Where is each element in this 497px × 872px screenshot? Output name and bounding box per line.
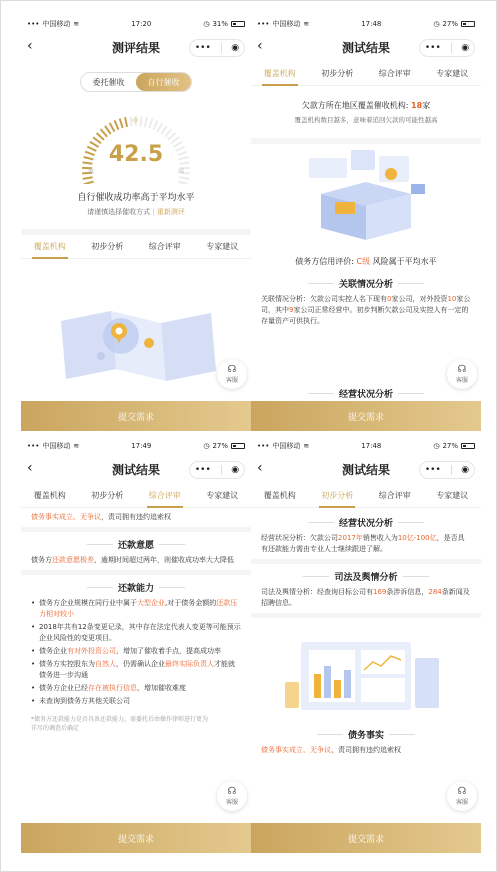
battery-percent: 27% <box>212 442 228 450</box>
b3-post: ，增加了催收着手点，提高成功率 <box>116 647 221 655</box>
status-bar <box>21 438 251 454</box>
b1-highlight: 大型企业 <box>137 599 165 607</box>
nav-bar <box>251 32 481 62</box>
signal-icon: ••• <box>257 442 270 450</box>
battery-icon <box>231 443 245 449</box>
section-divider <box>251 613 481 618</box>
status-bar <box>251 16 481 32</box>
gauge-tick <box>84 182 94 184</box>
signal-icon: ••• <box>27 442 40 450</box>
wifi-icon: ≋ <box>303 442 310 450</box>
tab-coverage[interactable]: 覆盖机构 <box>33 491 66 500</box>
battery-percent: 31% <box>212 20 228 28</box>
law-news-count: 284 <box>428 588 442 596</box>
re-evaluate-link[interactable]: 重新测评 <box>156 208 185 216</box>
headset-icon: ☊ <box>457 785 467 797</box>
mini-program-capsule[interactable] <box>419 461 475 479</box>
headset-icon: ☊ <box>457 363 467 375</box>
more-icon[interactable]: ••• <box>424 465 441 475</box>
customer-service-label: 客服 <box>225 798 238 806</box>
back-icon[interactable]: ‹ <box>257 38 263 54</box>
close-circle-icon[interactable]: ◉ <box>461 465 470 475</box>
ability-item <box>21 646 251 657</box>
coverage-unit: 家 <box>422 101 431 110</box>
business-paragraph <box>251 533 481 555</box>
more-icon[interactable]: ••• <box>194 465 211 475</box>
hint-line <box>21 207 251 217</box>
rel-text-4: 家公司正常经营中。初步判断欠款公司及实控人有一定的存量资产可供执行。 <box>261 306 469 325</box>
rel-num-2: 10 <box>447 295 457 303</box>
status-bar <box>251 438 481 454</box>
biz-pre: 经营状况分析：欠款公司 <box>261 534 338 542</box>
ability-section-title <box>21 581 251 594</box>
section-divider <box>21 527 251 532</box>
rel-num-3: 9 <box>289 306 294 314</box>
debt-fact-text: ，责司拥有违约追索权 <box>101 513 171 521</box>
phone-screen-coverage <box>251 16 481 431</box>
b4-post: 才能就债务进一步沟通 <box>39 660 235 679</box>
relation-section-title <box>251 277 481 290</box>
page-title: 测试结果 <box>111 462 160 477</box>
business-section-title <box>251 387 481 400</box>
customer-service-button[interactable] <box>447 781 477 811</box>
judicial-title-text: 司法及舆情分析 <box>334 573 398 583</box>
customer-service-button[interactable] <box>217 781 247 811</box>
gauge-tick <box>97 133 104 140</box>
battery-icon <box>231 21 245 27</box>
willingness-paragraph <box>21 555 251 566</box>
tab-review[interactable]: 综合评审 <box>148 242 181 251</box>
signal-icon: ••• <box>27 20 40 28</box>
relation-paragraph <box>251 294 481 327</box>
rel-text-1: 关联情况分析：欠款公司实控人名下现有 <box>261 295 387 303</box>
b4-pre: 债务方实控股东为 <box>39 660 95 668</box>
map-illustration <box>41 301 231 387</box>
status-time: 17:48 <box>361 20 382 28</box>
rating-desc: 风险属于平均水平 <box>370 257 437 266</box>
gauge-tick <box>145 117 147 127</box>
status-time: 17:49 <box>131 442 152 450</box>
score-value: 42.5 <box>108 142 164 167</box>
tab-coverage[interactable]: 覆盖机构 <box>263 69 296 78</box>
mini-program-capsule[interactable] <box>189 39 245 57</box>
tab-preliminary[interactable]: 初步分析 <box>321 69 354 78</box>
gauge-tick <box>120 119 123 129</box>
collection-mode-toggle[interactable] <box>80 72 192 92</box>
gauge-high-label: 高 <box>178 168 185 175</box>
page-title: 测评结果 <box>111 40 160 55</box>
close-circle-icon[interactable]: ◉ <box>231 43 240 53</box>
status-bar <box>21 16 251 32</box>
biz-revenue: 10亿-100亿 <box>397 534 437 542</box>
will-highlight: 还款意愿极差 <box>52 556 94 564</box>
tab-review[interactable]: 综合评审 <box>148 491 181 500</box>
b5-highlight: 存在被执行信息 <box>88 684 137 692</box>
judicial-paragraph <box>251 587 481 609</box>
tab-preliminary[interactable]: 初步分析 <box>91 491 124 500</box>
battery-icon <box>461 21 475 27</box>
gauge-tick <box>168 133 175 140</box>
wifi-icon: ≋ <box>303 20 310 28</box>
battery-icon <box>461 443 475 449</box>
gauge-mid-label: 中 <box>132 118 139 125</box>
b4-highlight: 自然人 <box>95 660 116 668</box>
nav-bar <box>21 454 251 484</box>
gauge-tick <box>140 116 141 126</box>
ability-note: *债务方还款能力是否具备还款能力，需委托后由操作律师进行更为详尽的调查后确定 <box>31 716 209 732</box>
b4-mid: ，仍需确认企业 <box>116 660 165 668</box>
ability-item <box>21 659 251 681</box>
box-illustration <box>251 144 481 250</box>
back-icon[interactable]: ‹ <box>27 460 33 476</box>
customer-service-button[interactable] <box>447 359 477 389</box>
ability-item <box>21 598 251 620</box>
tab-expert[interactable]: 专家建议 <box>206 242 239 251</box>
tab-preliminary[interactable]: 初步分析 <box>91 242 124 251</box>
law-pre: 司法及舆情分析：经查询目标公司有 <box>261 588 373 596</box>
wifi-icon: ≋ <box>73 442 80 450</box>
gauge-tick <box>105 126 111 134</box>
customer-service-label: 客服 <box>455 376 468 384</box>
b4-highlight-2: 最终实际负责人 <box>165 660 214 668</box>
gauge-tick <box>161 126 167 134</box>
section-divider <box>251 559 481 564</box>
submit-button[interactable]: 提交需求 <box>21 823 251 853</box>
status-time: 17:48 <box>361 442 382 450</box>
b5-pre: 债务方企业已经 <box>39 684 88 692</box>
debt-fact-section-title <box>251 728 481 741</box>
law-mid: 条涉诉信息， <box>386 588 429 596</box>
gauge-tick <box>110 123 115 132</box>
tab-coverage[interactable]: 覆盖机构 <box>263 491 296 500</box>
gauge-tick <box>83 177 93 179</box>
will-pre: 债务方 <box>31 556 52 564</box>
page-title: 测试结果 <box>341 462 390 477</box>
judicial-section-title <box>251 570 481 583</box>
rel-text-2: 家公司，对外投资 <box>391 295 448 303</box>
coverage-subtext: 覆盖机构数目越多，意味着追回欠款的可能性越高 <box>294 116 438 124</box>
tab-expert[interactable]: 专家建议 <box>436 491 469 500</box>
submit-button[interactable]: 提交需求 <box>251 401 481 431</box>
battery-percent: 27% <box>442 20 458 28</box>
b1-highlight-2: 还款压力相对较小 <box>39 599 238 618</box>
carrier-label: 中国移动 <box>272 20 301 28</box>
b5-post: ，增加催收难度 <box>137 684 186 692</box>
hint-separator: | <box>150 208 157 216</box>
b1-pre: 债务方企业规模在同行业中属于 <box>39 599 137 607</box>
tab-preliminary[interactable]: 初步分析 <box>321 491 354 500</box>
result-tabs <box>251 484 481 508</box>
battery-percent: 27% <box>442 442 458 450</box>
tab-expert[interactable]: 专家建议 <box>206 491 239 500</box>
b3-pre: 债务企业 <box>39 647 67 655</box>
headset-icon: ☊ <box>227 785 237 797</box>
back-icon[interactable]: ‹ <box>27 38 33 54</box>
customer-service-label: 客服 <box>455 798 468 806</box>
phone-screen-preliminary <box>251 438 481 853</box>
hint-text: 请谨慎选择催收方式 <box>87 208 151 216</box>
willingness-title-text: 还款意愿 <box>117 541 154 551</box>
gauge <box>21 92 251 184</box>
b6-text: 未查询到债务方其他关联公司 <box>39 697 130 705</box>
tab-expert[interactable]: 专家建议 <box>436 69 469 78</box>
rating-level: C级 <box>356 257 371 266</box>
mini-program-capsule[interactable] <box>189 461 245 479</box>
coverage-text: 欠款方所在地区覆盖催收机构: <box>301 101 412 110</box>
coverage-line <box>251 100 481 111</box>
business-title-text: 经营状况分析 <box>338 390 393 400</box>
more-icon[interactable]: ••• <box>194 43 211 53</box>
tab-review[interactable]: 综合评审 <box>378 69 411 78</box>
law-lawsuit-count: 169 <box>373 588 387 596</box>
gauge-arc <box>21 92 251 184</box>
close-circle-icon[interactable]: ◉ <box>231 465 240 475</box>
gauge-tick <box>153 120 157 129</box>
signal-icon: ••• <box>257 20 270 28</box>
mini-program-capsule[interactable] <box>419 39 475 57</box>
carrier-label: 中国移动 <box>42 442 71 450</box>
back-icon[interactable]: ‹ <box>257 460 263 476</box>
gauge-tick <box>178 182 188 184</box>
carrier-label: 中国移动 <box>42 20 71 28</box>
result-headline: 自行催收成功率高于平均水平 <box>77 193 195 203</box>
relation-title-text: 关联情况分析 <box>338 280 393 290</box>
debt-fact-highlight: 债务事实成立、无争议 <box>261 746 331 754</box>
gauge-tick <box>179 177 189 179</box>
coverage-count: 18 <box>411 101 423 110</box>
alarm-icon: ◷ <box>433 20 440 28</box>
wifi-icon: ≋ <box>73 20 80 28</box>
law-post: 条新闻及招聘信息。 <box>261 588 470 607</box>
alarm-icon: ◷ <box>203 20 210 28</box>
ability-item <box>21 622 251 644</box>
phone-screen-evaluation <box>21 16 251 431</box>
page-title: 测试结果 <box>341 40 390 55</box>
biz-mid: 销售收入为 <box>362 534 398 542</box>
business-title-text: 经营状况分析 <box>338 519 393 529</box>
gauge-tick <box>165 129 172 137</box>
nav-bar <box>251 454 481 484</box>
submit-button[interactable]: 提交需求 <box>21 401 251 431</box>
ability-item <box>21 696 251 707</box>
rating-text: 债务方信用评价: <box>295 257 357 266</box>
gauge-tick <box>115 120 119 129</box>
debt-fact-text: ，责司拥有违约追索权 <box>331 746 401 754</box>
business-section-title <box>251 516 481 529</box>
gauge-tick <box>149 119 152 129</box>
debt-fact-line <box>21 512 251 523</box>
toggle-self[interactable]: 自行催收 <box>136 73 191 91</box>
submit-button[interactable]: 提交需求 <box>251 823 481 853</box>
willingness-section-title <box>21 538 251 551</box>
section-divider <box>21 570 251 575</box>
tab-coverage[interactable]: 覆盖机构 <box>33 242 66 251</box>
result-tabs <box>251 62 481 86</box>
will-post: ，逾期时间超过两年，则催收成功率大大降低 <box>94 556 234 564</box>
phone-screen-review <box>21 438 251 853</box>
alarm-icon: ◷ <box>433 442 440 450</box>
result-tabs <box>21 235 251 259</box>
rel-text-3: 家公司，其中 <box>261 295 471 314</box>
result-tabs <box>21 484 251 508</box>
ability-item <box>21 683 251 694</box>
gauge-tick <box>125 117 127 127</box>
dashboard-illustration <box>251 622 481 722</box>
tab-review[interactable]: 综合评审 <box>378 491 411 500</box>
alarm-icon: ◷ <box>203 442 210 450</box>
credit-rating-line <box>251 256 481 267</box>
customer-service-label: 客服 <box>225 376 238 384</box>
biz-year: 2017年 <box>338 534 363 542</box>
ability-title-text: 还款能力 <box>117 584 154 594</box>
customer-service-button[interactable] <box>217 359 247 389</box>
status-time: 17:20 <box>131 20 152 28</box>
headset-icon: ☊ <box>227 363 237 375</box>
debt-fact-line <box>251 745 481 756</box>
nav-bar <box>21 32 251 62</box>
toggle-entrusted[interactable]: 委托催收 <box>92 77 125 87</box>
debt-fact-title-text: 债务事实 <box>347 731 384 741</box>
carrier-label: 中国移动 <box>272 442 301 450</box>
b3-highlight: 有对外投资公司 <box>67 647 116 655</box>
gauge-low-label: 低 <box>88 168 95 175</box>
gauge-tick <box>101 129 108 137</box>
b1-mid: ,对于债务金额的 <box>165 599 217 607</box>
biz-post: ，是否具有还款能力需由专业人士继续跟进了解。 <box>261 534 465 553</box>
debt-fact-highlight: 债务事实成立、无争议 <box>31 513 101 521</box>
rel-num-1: 0 <box>387 295 392 303</box>
close-circle-icon[interactable]: ◉ <box>461 43 470 53</box>
gauge-tick <box>157 123 162 132</box>
b2-text: 2018年共有12条变更记录，其中存在法定代表人变更等可能预示企业风险性的变更项目。 <box>39 623 241 642</box>
more-icon[interactable]: ••• <box>424 43 441 53</box>
